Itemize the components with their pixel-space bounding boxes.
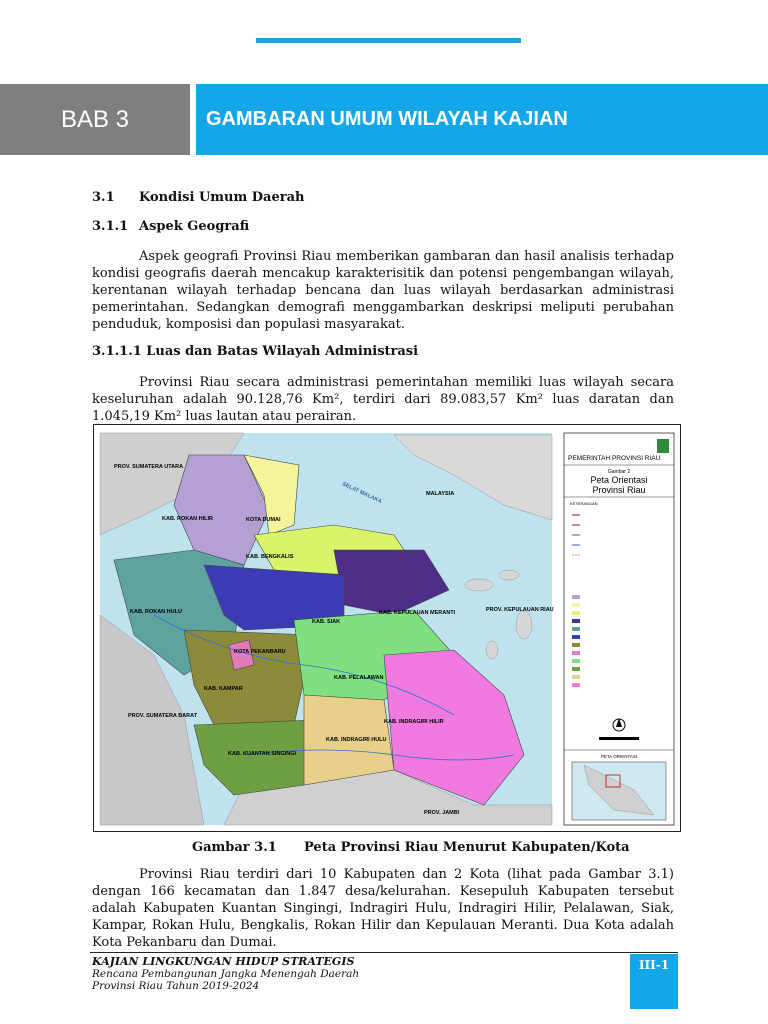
figure-caption <box>192 840 630 855</box>
footer-line-1: KAJIAN LINGKUNGAN HIDUP STRATEGIS <box>92 955 355 968</box>
label-inhu: KAB. INDRAGIRI HULU <box>326 737 387 743</box>
footer-line-2: Rencana Pembangunan Jangka Menengah Daerah <box>92 968 360 980</box>
footer-rule <box>90 952 678 953</box>
legend-map-title-1: Peta Orientasi <box>590 475 648 485</box>
label-sumbar: PROV. SUMATERA BARAT <box>128 713 198 719</box>
paragraph-kabupaten: Provinsi Riau terdiri dari 10 Kabupaten dan 2 Kota (lihat pada Gambar 3.1) dengan 166 kecamatan dan 1.847 desa/kelurahan. Kesepuluh Kabupaten tersebut adalah Kabupaten Kuantan Singingi, Indragiri Hulu, Indragiri Hilir, Pelalawan, Siak, Kampar, Rokan Hulu, Bengkalis, Rokan Hilir dan Kepulauan Meranti. Dua Kota adalah Kota Pekanbaru dan Dumai. <box>92 867 674 950</box>
label-inhil: KAB. INDRAGIRI HILIR <box>384 719 444 725</box>
label-pelalawan: KAB. PELALAWAN <box>334 675 384 681</box>
label-siak: KAB. SIAK <box>312 619 341 625</box>
province-logo <box>657 439 669 453</box>
label-sumut: PROV. SUMATERA UTARA <box>114 464 184 470</box>
riau-map <box>94 425 680 831</box>
paragraph-luas-wilayah: Provinsi Riau secara administrasi pemerintahan memiliki luas wilayah secara keseluruhan adalah 90.128,76 Km², terdiri dari 89.083,57 Km² luas daratan dan 1.045,19 Km² luas lautan atau perairan. <box>92 375 674 424</box>
section-number: 3.1.1 <box>92 219 129 234</box>
label-kepri: PROV. KEPULAUAN RIAU <box>486 607 554 613</box>
label-kuansing: KAB. KUANTAN SINGINGI <box>228 751 297 757</box>
label-rohul: KAB. ROKAN HULU <box>130 609 182 615</box>
kepri-island-3 <box>516 611 532 639</box>
scale-bar <box>599 737 639 740</box>
legend-header: PEMERINTAH PROVINSI RIAU <box>568 455 661 462</box>
kepri-island-2 <box>499 570 519 580</box>
label-malaysia: MALAYSIA <box>426 491 455 497</box>
label-pekanbaru: KOTA PEKANBARU <box>234 649 286 655</box>
label-bengkalis: KAB. BENGKALIS <box>246 554 294 560</box>
section-heading-3-1 <box>92 190 304 205</box>
label-meranti: KAB. KEPULAUAN MERANTI <box>379 610 456 616</box>
kepri-island-4 <box>486 641 498 659</box>
paragraph-aspek-geografi: Aspek geografi Provinsi Riau memberikan gambaran dan hasil analisis terhadap kondisi geografis daerah mencakup karakterisitik dan potensi pengembangan wilayah, kerentanan wilayah terhadap bencana dan luas wilayah berdasarkan administrasi pemerintahan. Sedangkan demografi menggambarkan deskripsi meliputi perubahan penduduk, komposisi dan populasi masyarakat. <box>92 249 674 332</box>
section-heading-3-1-1 <box>92 219 249 234</box>
inset-title: PETA ORIENTASI <box>600 754 638 759</box>
label-dumai: KOTA DUMAI <box>246 517 281 523</box>
section-title: 3.1.1.1 Luas dan Batas Wilayah Administrasi <box>92 344 419 359</box>
legend-map-title-2: Provinsi Riau <box>592 485 646 495</box>
page-number: III-1 <box>630 954 678 1009</box>
footer-line-3: Provinsi Riau Tahun 2019-2024 <box>92 980 260 992</box>
chapter-title: GAMBARAN UMUM WILAYAH KAJIAN <box>196 84 768 155</box>
caption-label: Gambar 3.1 <box>192 840 277 855</box>
label-jambi: PROV. JAMBI <box>424 810 460 816</box>
section-number: 3.1 <box>92 190 115 205</box>
caption-text: Peta Provinsi Riau Menurut Kabupaten/Kota <box>304 840 630 855</box>
label-rohil: KAB. ROKAN HILIR <box>162 516 214 522</box>
legend-keterangan: KETERANGAN <box>570 501 598 506</box>
kepri-island-1 <box>465 579 493 591</box>
label-kampar: KAB. KAMPAR <box>204 686 243 692</box>
chapter-number: BAB 3 <box>0 84 190 155</box>
section-title: Kondisi Umum Daerah <box>139 190 305 205</box>
section-heading-3-1-1-1 <box>92 344 418 359</box>
legend-figure-no: Gambar 2 <box>607 469 631 475</box>
footer-text <box>92 956 359 992</box>
label-selat: SELAT MALAKA <box>341 481 383 505</box>
chapter-header <box>0 84 768 155</box>
map-figure <box>93 424 681 832</box>
top-accent-rule <box>256 38 521 43</box>
section-title: Aspek Geografi <box>139 219 250 234</box>
